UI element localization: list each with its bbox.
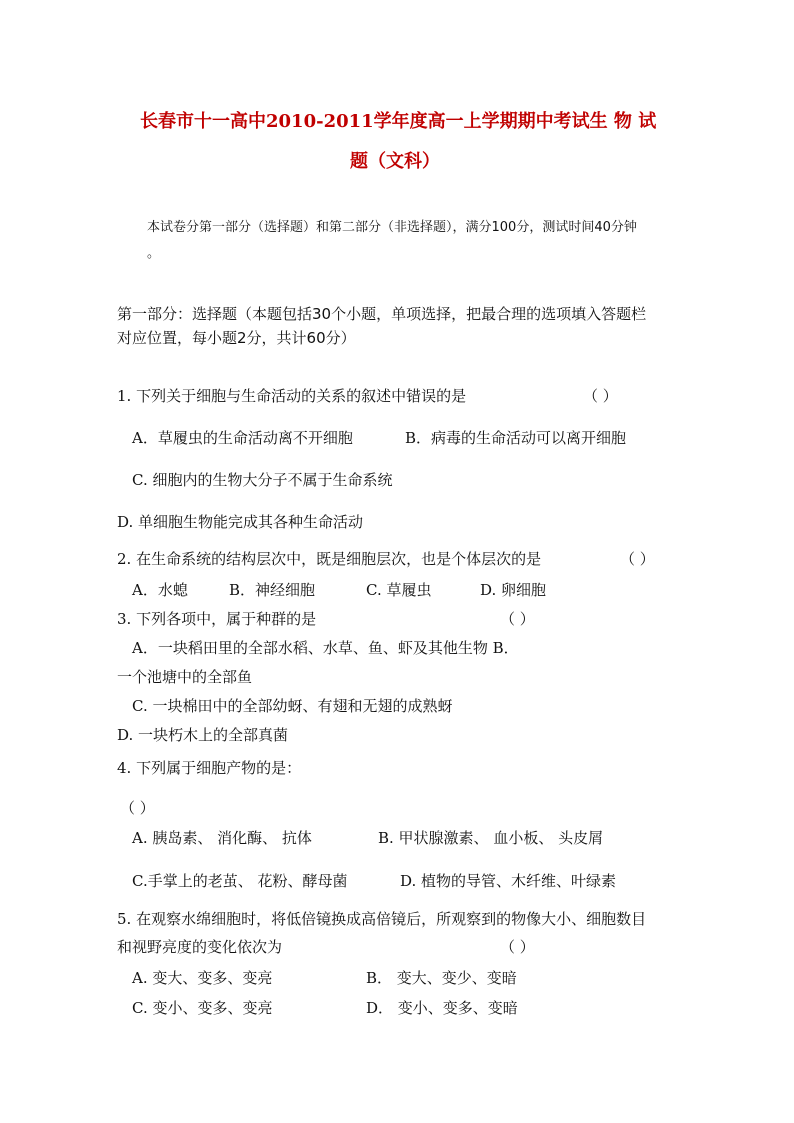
q2-option-b: B．神经细胞: [229, 581, 316, 599]
q3-stem: 3. 下列各项中，属于种群的是: [117, 610, 317, 628]
q3-answer-paren: （ ）: [500, 610, 535, 628]
exam-title-line2: 题（文科）: [350, 151, 440, 172]
q4-option-b: B. 甲状腺激素、 血小板、 头皮屑: [378, 829, 604, 847]
q2-option-c: C. 草履虫: [366, 581, 432, 599]
q5-option-c: C. 变小、变多、变亮: [132, 999, 273, 1017]
q1-answer-paren: （ ）: [583, 387, 618, 405]
q2-answer-paren: （ ）: [620, 550, 655, 568]
intro-line1: 本试卷分第一部分（选择题）和第二部分（非选择题），满分100分，测试时间40分钟: [147, 220, 637, 235]
q3-option-a: A．一块稻田里的全部水稻、水草、鱼、虾及其他生物 B．: [132, 639, 519, 657]
q5-stem-line2: 和视野亮度的变化依次为: [117, 938, 283, 956]
q5-option-a: A. 变大、变多、变亮: [132, 969, 273, 987]
q1-option-c: C. 细胞内的生物大分子不属于生命系统: [132, 471, 393, 489]
q5-option-d: D． 变小、变多、变暗: [366, 999, 518, 1017]
q1-option-a: A．草履虫的生命活动离不开细胞: [132, 429, 353, 447]
q4-option-d: D. 植物的导管、木纤维、叶绿素: [400, 872, 617, 890]
exam-title-line1: 长春市十一高中2010-2011学年度高一上学期期中考试生 物 试: [140, 111, 657, 132]
q1-stem: 1. 下列关于细胞与生命活动的关系的叙述中错误的是: [117, 387, 467, 405]
q2-option-a: A．水螅: [132, 581, 188, 599]
q5-stem-line1: 5. 在观察水绵细胞时，将低倍镜换成高倍镜后，所观察到的物像大小、细胞数目: [117, 910, 647, 928]
q1-option-d: D. 单细胞生物能完成其各种生命活动: [117, 513, 364, 531]
q4-option-c: C.手掌上的老茧、 花粉、酵母菌: [132, 872, 348, 890]
section1-heading-line1: 第一部分：选择题（本题包括30个小题，单项选择，把最合理的选项填入答题栏: [117, 305, 647, 323]
q5-option-b: B． 变大、变少、变暗: [366, 969, 517, 987]
q2-option-d: D. 卵细胞: [480, 581, 547, 599]
intro-line2: 。: [147, 246, 161, 261]
q5-answer-paren: （ ）: [500, 938, 535, 956]
q3-option-d: D. 一块朽木上的全部真菌: [117, 726, 289, 744]
q3-option-c: C. 一块棉田中的全部幼蚜、有翅和无翅的成熟蚜: [132, 697, 453, 715]
q2-stem: 2. 在生命系统的结构层次中，既是细胞层次，也是个体层次的是: [117, 550, 542, 568]
q4-option-a: A. 胰岛素、 消化酶、 抗体: [132, 829, 312, 847]
q1-option-b: B．病毒的生命活动可以离开细胞: [405, 429, 627, 447]
q4-answer-paren: （ ）: [120, 799, 155, 817]
q3-option-b: 一个池塘中的全部鱼: [117, 668, 253, 686]
q4-stem: 4. 下列属于细胞产物的是：: [117, 759, 302, 777]
section1-heading-line2: 对应位置，每小题2分，共计60分）: [117, 329, 356, 347]
